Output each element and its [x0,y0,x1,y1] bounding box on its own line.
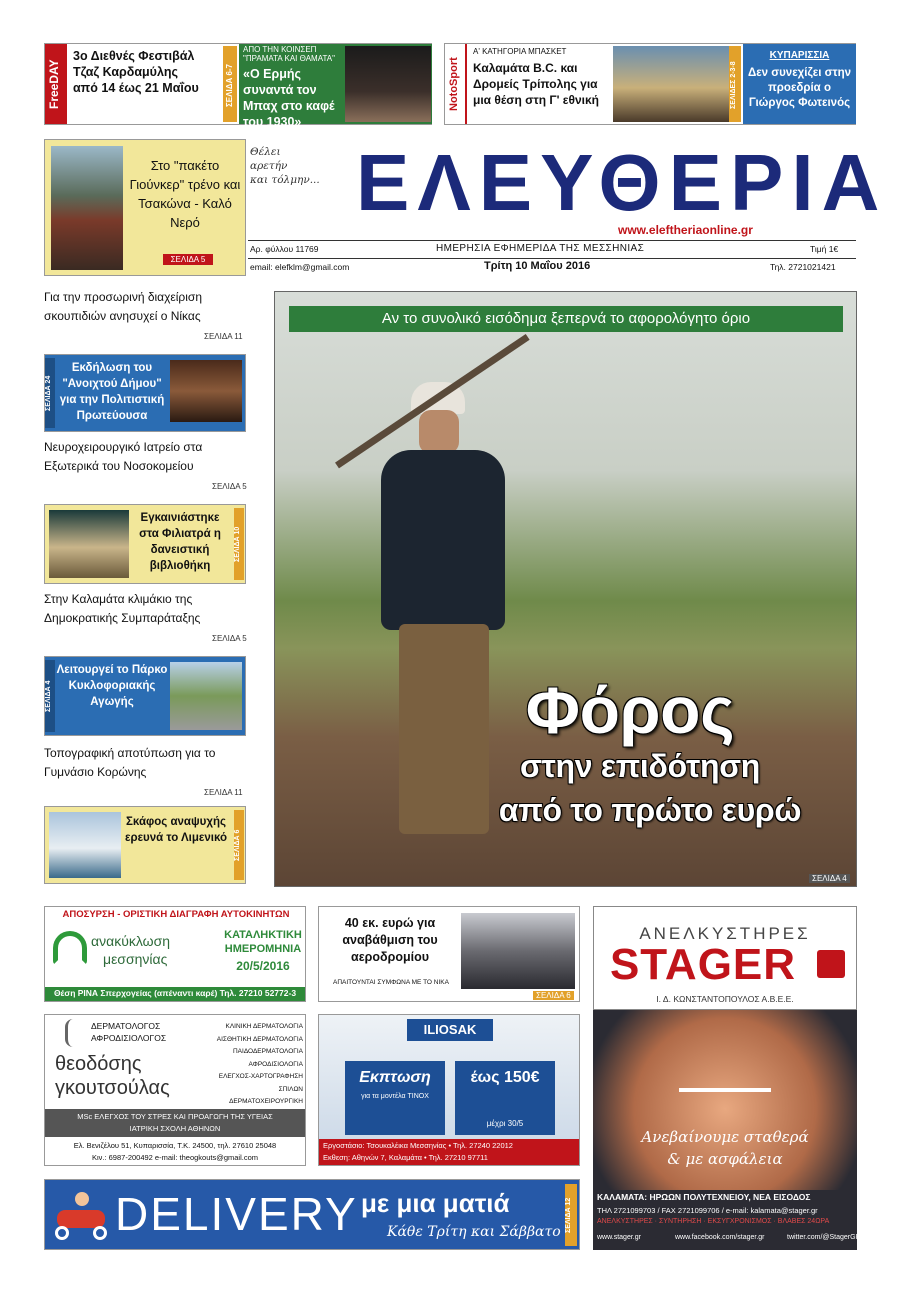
box-open-municipality-photo [170,360,242,422]
hermes-headline: «Ο Ερμής συναντά τον Μπαχ στο καφέ του 1930» [243,67,335,129]
top-teaser-right[interactable] [444,43,856,125]
main-headline: Φόρος [525,673,735,747]
derm-service-3: ΑΦΡΟΔΙΣΙΟΛΟΓΙΑ [248,1060,303,1068]
delivery-days: Κάθε Τρίτη και Σάββατο [387,1224,561,1240]
box-boat-photo [49,812,121,878]
kyparissia-headline: Δεν συνεχίζει στην προεδρία ο Γιώργος Φωτεινός [747,67,852,109]
derm-msc2: ΙΑΤΡΙΚΗ ΣΧΟΛΗ ΑΘΗΝΩΝ [129,1124,221,1133]
motto-line2: αρετήν [250,160,288,172]
kyparissia-kicker: ΚΥΠΑΡΙΣΣΙΑ [769,50,830,61]
recycling-logo-icon [53,931,87,965]
masthead-rule2 [248,258,856,259]
hermes-kicker: ΑΠΟ ΤΗΝ ΚΟΙΝΣΕΠ [243,45,317,54]
stager-addr: ΚΑΛΑΜΑΤΑ: ΗΡΩΩΝ ΠΟΛΥΤΕΧΝΕΙΟΥ, ΝΕΑ ΕΙΣΟΔΟΣ [597,1192,811,1202]
derm-role1: ΔΕΡΜΑΤΟΛΟΓΟΣ [91,1021,161,1031]
delivery-page: ΣΕΛΙΔΑ 12 [565,1184,577,1246]
box-library-photo [49,510,129,578]
box-park-text: Λειτουργεί το Πάρκο Κυκλοφοριακής Αγωγής [56,664,168,708]
box-airport-photo [461,913,575,989]
story-neurosurgery[interactable]: Νευροχειρουργικό Ιατρείο στα Εξωτερικά του Νοσοκομείου [44,440,203,473]
stager-tw[interactable]: twitter.com/@StagerGR [787,1234,861,1241]
derm-logo-icon [65,1019,81,1047]
derm-role2: ΑΦΡΟΔΙΣΙΟΛΟΓΟΣ [91,1033,167,1043]
page-ref: ΣΕΛΙΔΑ 6-7 [225,63,234,107]
main-story[interactable] [274,291,857,887]
derm-services [205,1021,303,1109]
stager-company: Ι. Δ. ΚΩΝΣΤΑΝΤΟΠΟΥΛΟΣ Α.Β.Ε.Ε. [656,994,794,1004]
ad-recycling-deadline1: ΚΑΤΑΛΗΚΤΙΚΗ [224,929,302,941]
box-airport-sub: ΑΠΑΙΤΟΥΝΤΑΙ ΣΥΜΦΩΝΑ ΜΕ ΤΟ ΝΙΚΑ [333,979,449,986]
box-library-page: ΣΕΛΙΔΑ 10 [234,508,244,580]
paper-subtitle: ΗΜΕΡΗΣΙΑ ΕΦΗΜΕΡΙΔΑ ΤΗΣ ΜΕΣΣΗΝΙΑΣ [436,243,645,254]
derm-service-4: ΕΛΕΓΧΟΣ-ΧΑΡΤΟΓΡΑΦΗΣΗ ΣΠΙΛΩΝ [218,1073,303,1093]
derm-name1: θεοδόσης [55,1053,142,1075]
train-text: Στο "πακέτο Γιούνκερ" τρένο και Τσακώνα - Καλό Νερό [129,158,241,230]
train-photo [51,146,123,270]
iliosak-showroom: Εκθεση: Αθηνών 7, Καλαμάτα • Τηλ. 27210 97711 [323,1153,488,1162]
jazz-festival-text: 3ο Διεθνές Φεστιβάλ Τζαζ Καρδαμύλης από 14 έως 21 Μαΐου [73,49,199,95]
issue-number: Αρ. φύλλου 11769 [250,244,319,254]
story-neurosurgery-page: ΣΕΛΙΔΑ 5 [212,482,247,491]
main-kicker: Αν το συνολικό εισόδημα ξεπερνά το αφορολόγητο όριο [381,310,751,327]
derm-addr: Ελ. Βενιζέλου 51, Κυπαρισσία, Τ.Κ. 24500, τηλ. 27610 25048 [73,1141,277,1150]
train-page: ΣΕΛΙΔΑ 5 [163,254,213,265]
main-sub1: στην επιδότηση [519,748,761,784]
rider-head [75,1192,89,1206]
iliosak-models: για τα μοντέλα TINOX [361,1093,429,1100]
box-airport-text: 40 εκ. ευρώ για αναβάθμιση του αεροδρομίου [342,916,438,964]
train-teaser[interactable] [44,139,246,276]
farmer-head [419,410,459,454]
box-airport[interactable] [318,906,580,1002]
motto-line1: Θέλει [250,146,281,158]
stager-fb[interactable]: www.facebook.com/stager.gr [675,1234,765,1241]
derm-msc1: MSc ΕΛΕΓΧΟΣ ΤΟΥ ΣΤΡΕΣ ΚΑΙ ΠΡΟΑΓΩΓΗ ΤΗΣ ΥΓΕΙΑΣ [77,1112,273,1121]
top-teaser-left[interactable] [44,43,432,129]
hermes-kicker2: "ΠΡΑΜΑΤΑ ΚΑΙ ΘΑΜΑΤΑ" [243,54,335,63]
stager-contact: ΤΗΛ 2721099703 / FAX 2721099706 / e-mail: kalamata@stager.gr [597,1206,818,1215]
story-koroni-page: ΣΕΛΙΔΑ 11 [204,788,243,797]
stager-slogan1: Ανεβαίνουμε σταθερά [641,1128,809,1146]
farmer-torso [381,450,505,630]
motto [250,145,320,187]
ad-recycling-deadline3: 20/5/2016 [236,959,290,973]
basket-kicker: Α' ΚΑΤΗΓΟΡΙΑ ΜΠΑΣΚΕΤ [473,47,567,56]
newspaper-title: ΕΛΕΥΘΕΡΙΑ [356,138,888,227]
delivery-rest: με μια ματιά [361,1188,510,1218]
phone: Τηλ. 2721021421 [770,262,836,272]
scooter-icon [53,1188,111,1242]
box-library-text: Εγκαινιάστηκε στα Φιλιατρά η δανειστική βιβλιοθήκη [139,512,221,572]
email[interactable]: email: elefklm@gmail.com [250,262,350,272]
iliosak-factory: Εργοστάσιο: Τσουκαλέικα Μεσσηνίας • Τηλ. 27240 22012 [323,1141,513,1150]
ad-dermatologist[interactable] [44,1014,306,1166]
iliosak-discount: Εκπτωση [359,1069,431,1086]
box-park-page: ΣΕΛΙΔΑ 4 [45,660,55,732]
basket-text: Καλαμάτα Β.C. και Δρομείς Τρίπολης για μια θέση στη Γ' εθνική [473,61,599,107]
basket-page-ref: ΣΕΛΙΔΕΣ 2-3-8 [730,61,737,109]
hermes-photo [345,46,431,122]
story-garbage-page: ΣΕΛΙΔΑ 11 [204,332,243,341]
main-page: ΣΕΛΙΔΑ 4 [809,874,850,883]
story-koroni[interactable]: Τοπογραφική αποτύπωση για το Γυμνάσιο Κορώνης [44,746,216,779]
main-sub2: από το πρώτο ευρώ [498,792,802,828]
notosport-label: NotoSport [448,57,460,111]
box-airport-page: ΣΕΛΙΔΑ 6 [533,991,574,1000]
iliosak-until: μέχρι 30/5 [486,1119,524,1128]
left-column [44,288,248,888]
stager-slogan2: & με ασφάλεια [667,1150,783,1168]
story-democratic[interactable]: Στην Καλαμάτα κλιμάκιο της Δημοκρατικής Συμπαράταξης [44,592,201,625]
iliosak-price: έως 150€ [470,1069,540,1086]
ad-recycling-title: ΑΠΟΣΥΡΣΗ - ΟΡΙΣΤΙΚΗ ΔΙΑΓΡΑΦΗ ΑΥΤΟΚΙΝΗΤΩΝ [62,909,290,920]
ad-recycling[interactable] [44,906,306,1002]
scooter-wheel-front [55,1226,69,1240]
stager-brand: STAGER [609,940,797,989]
stager-services: ΑΝΕΛΚΥΣΤΗΡΕΣ · ΣΥΝΤΗΡΗΣΗ · ΕΚΣΥΓΧΡΟΝΙΣΜΟΣ · ΒΛΑΒΕΣ 24ΩΡΑ [597,1218,830,1225]
iliosak-brand: ILIOSAK [423,1022,477,1037]
derm-service-5: ΔΕΡΜΑΤΟΧΕΙΡΟΥΡΓΙΚΗ [229,1098,303,1105]
stager-web[interactable]: www.stager.gr [597,1234,641,1241]
farmer-figure [345,362,575,862]
box-boat-text: Σκάφος αναψυχής ερευνά το Λιμενικό [125,816,227,844]
basket-photo [613,46,729,122]
masthead-rule1 [248,240,856,241]
box-open-municipality-text: Εκδήλωση του "Ανοιχτού Δήμου" για την Πολιτιστική Πρωτεύουσα [59,362,165,422]
ad-recycling-brand2: μεσσηνίας [103,951,168,967]
ad-recycling-footer: Θέση ΡΙΝΑ Σπερχογείας (απέναντι καρέ) Τηλ. 27210 52772-3 [53,988,297,998]
ad-iliosak[interactable] [318,1014,580,1166]
ad-stager[interactable] [593,906,861,1250]
freeday-label: FreeDAY [47,59,61,109]
family-icon [679,1056,771,1092]
derm-service-0: ΚΛΙΝΙΚΗ ΔΕΡΜΑΤΟΛΟΓΙΑ [225,1023,303,1030]
derm-mobile: Κιν.: 6987-200492 e-mail: theogkouts@gmail.com [91,1153,259,1162]
delivery-word: DELIVERY [115,1188,358,1240]
box-boat-page: ΣΕΛΙΔΑ 6 [234,810,244,880]
delivery-banner[interactable] [44,1179,580,1250]
story-democratic-page: ΣΕΛΙΔΑ 5 [212,634,247,643]
box-open-municipality-page: ΣΕΛΙΔΑ 24 [45,358,55,428]
masthead [248,138,888,277]
website-url[interactable]: www.eleftheriaonline.gr [618,223,753,237]
stager-arrow-icon [817,950,845,978]
derm-service-2: ΠΑΙΔΟΔΕΡΜΑΤΟΛΟΓΙΑ [232,1048,303,1055]
ad-recycling-brand1: ανακύκλωση [91,933,170,949]
price: Τιμή 1€ [810,244,839,254]
ad-recycling-deadline2: ΗΜΕΡΟΜΗΝΙΑ [224,943,302,955]
derm-name2: γκουτσούλας [55,1077,170,1099]
issue-date: Τρίτη 10 Μαΐου 2016 [484,260,591,272]
derm-service-1: ΑΙΣΘΗΤΙΚΗ ΔΕΡΜΑΤΟΛΟΓΙΑ [216,1035,303,1043]
stager-top: ΑΝΕΛΚΥΣΤΗΡΕΣ [639,924,811,943]
motto-line3: και τόλμην... [250,174,320,186]
scooter-wheel-back [93,1226,107,1240]
box-park-photo [170,662,242,730]
story-garbage[interactable]: Για την προσωρινή διαχείριση σκουπιδιών ανησυχεί ο Νίκας [44,290,203,323]
